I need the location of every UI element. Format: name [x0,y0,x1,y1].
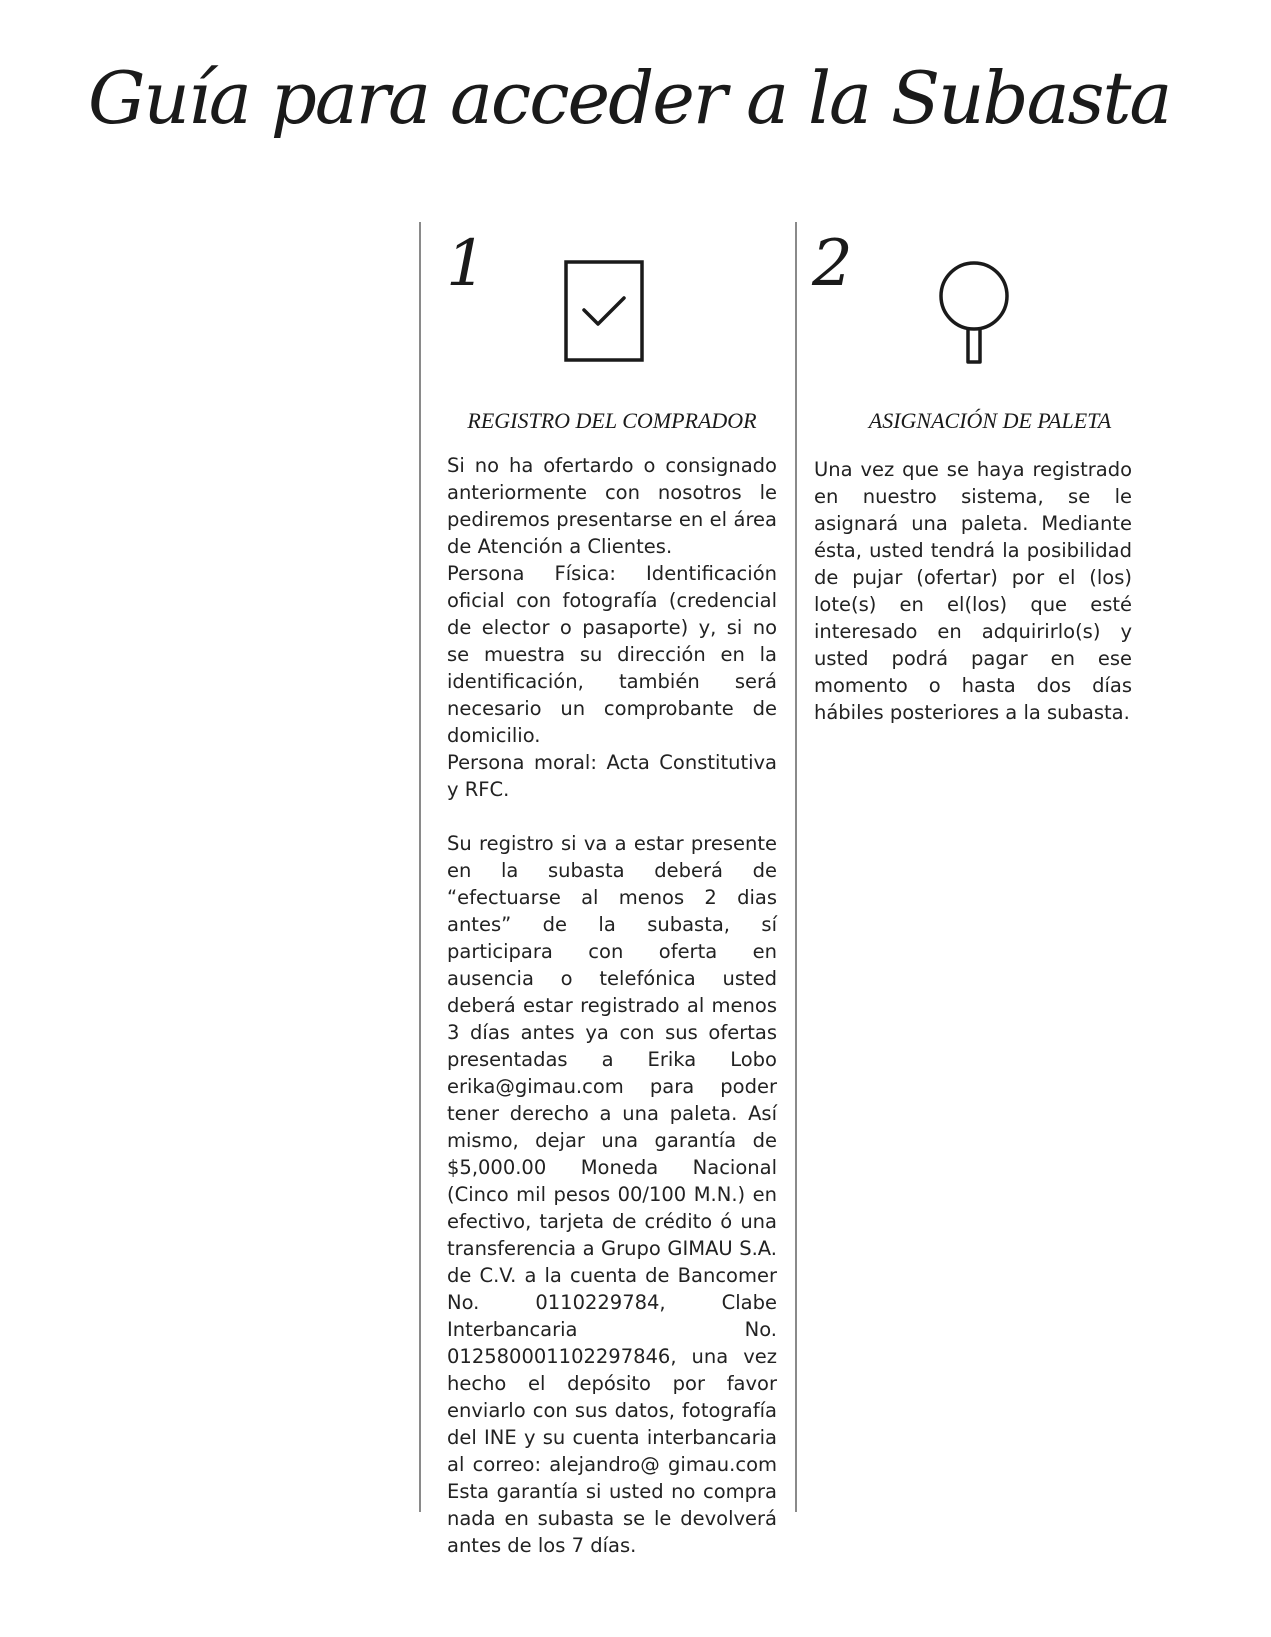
auction-paddle-icon [934,258,1014,371]
checked-document-icon [562,258,648,371]
step-number: 1 [446,227,487,301]
step-title: ASIGNACIÓN DE PALETA [868,408,1112,433]
step-paragraph: Persona Física: Identificación oficial con fotografía (credencial de elector o pasaporte) y, si no se muestra su dirección en la identificación, también será necesario un comprobante de domicilio. [447,562,777,747]
step-paragraph: Su registro si va a estar presente en la subasta deberá de “efectuarse al menos 2 dias antes” de la subasta, sí participara con oferta en ausencia o telefónica usted deberá estar registrado al menos 3 días antes ya con sus ofertas presentadas a Erika Lobo erika@gimau.com para poder tener derecho a una paleta. Así mismo, dejar una garantía de $5,000.00 Moneda Nacional (Cinco mil pesos 00/100 M.N.) en efectivo, tarjeta de crédito ó una transferencia a Grupo GIMAU S.A. de C.V. a la cuenta de Bancomer No. 0110229784, Clabe Interbancaria No. 012580001102297846, una vez hecho el depósito por favor enviarlo con sus datos, fotografía del INE y su cuenta interbancaria al correo: alejandro@ gimau.com Esta garantía si usted no compra nada en subasta se le devolverá antes de los 7 días. [447,832,777,1557]
step-paragraph: Persona moral: Acta Constitutiva y RFC. [447,751,777,801]
step-paragraph: Una vez que se haya registrado en nuestro sistema, se le asignará una paleta. Mediante ésta, usted tendrá la posibilidad de pujar (ofertar) por el (los) lote(s) en el(los) que esté interesado en adquirirlo(s) y usted podrá pagar en ese momento o hasta dos días hábiles posteriores a la subasta. [814,458,1132,724]
page-title: Guía para acceder a la Subasta [88,56,1171,140]
column-divider-left [419,222,421,1512]
step-number: 2 [812,227,853,301]
step-body [447,452,777,1559]
column-divider-middle [795,222,797,1512]
step-paragraph: Si no ha ofertardo o consignado anteriormente con nosotros le pediremos presentarse en el área de Atención a Clientes. [447,454,777,558]
step-title: REGISTRO DEL COMPRADOR [467,408,757,433]
step-body [814,456,1132,726]
